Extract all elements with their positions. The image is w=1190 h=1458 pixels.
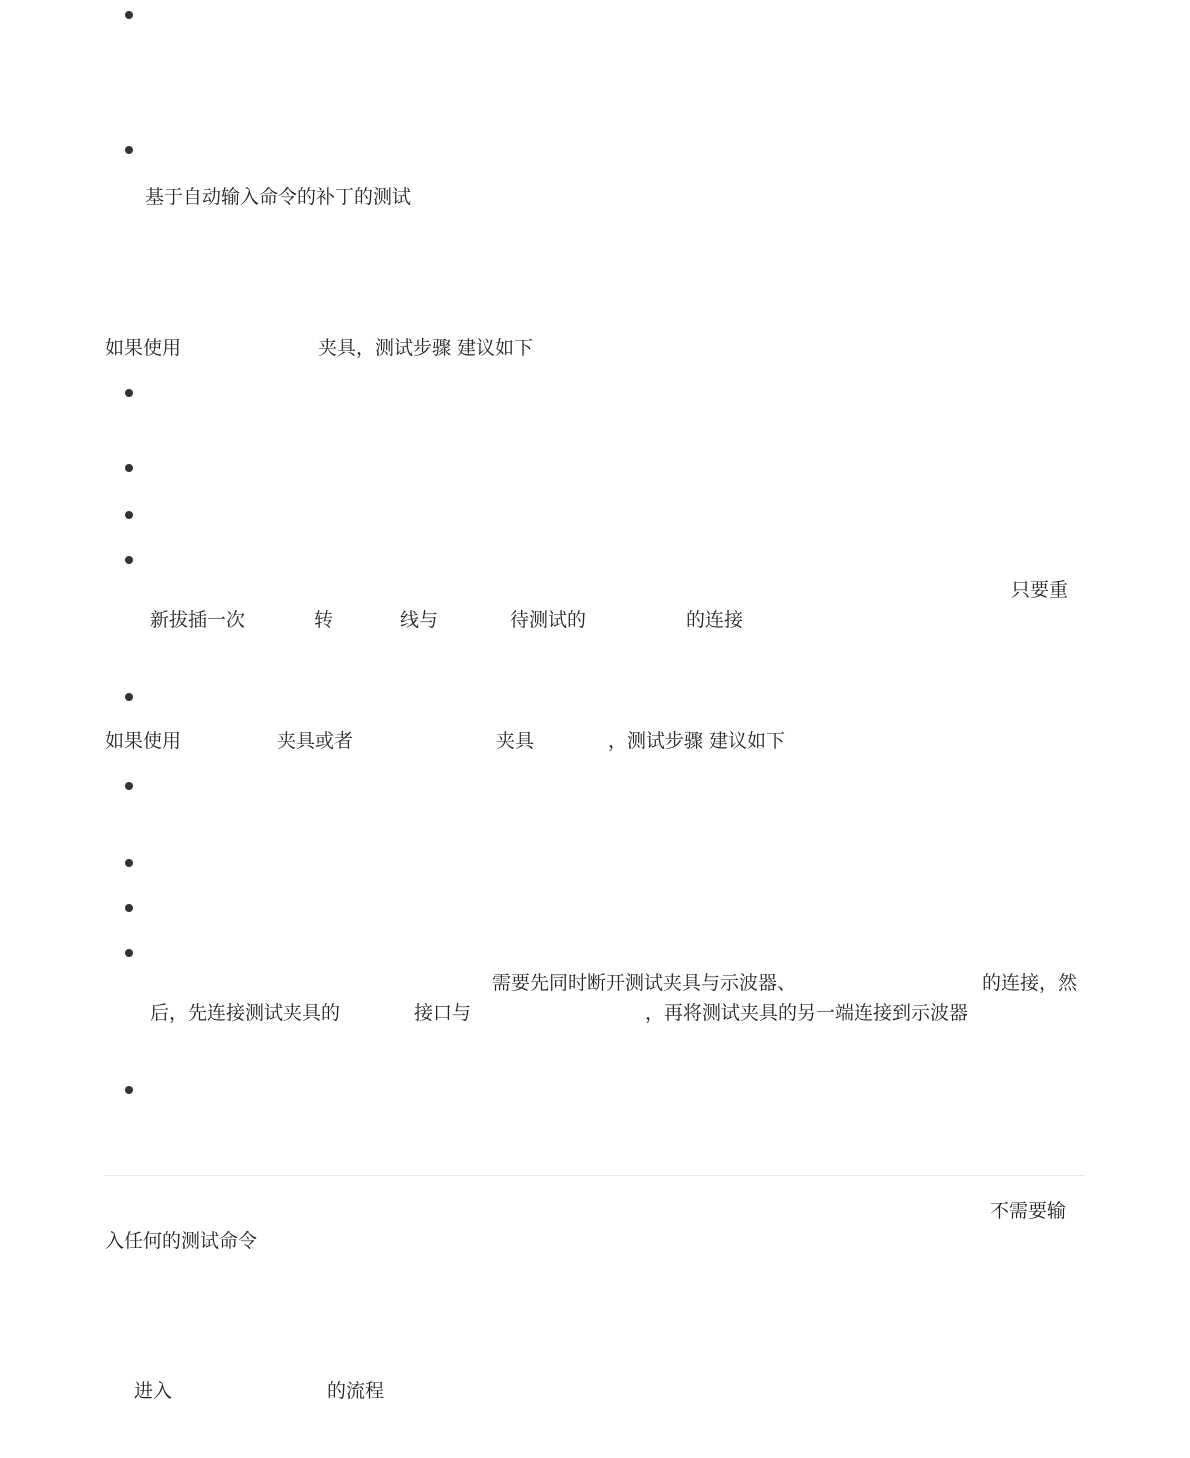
list-item-text: 的连接: [686, 609, 744, 631]
flow-text: 进入: [134, 1380, 173, 1402]
list-bullet: [125, 859, 133, 867]
list-item-text: 待测试的: [510, 609, 587, 631]
list-bullet: [125, 511, 133, 519]
list-bullet: [125, 464, 133, 472]
list-item-text: 线与: [400, 609, 439, 631]
list-bullet: [125, 389, 133, 397]
list-item-text: ，再将测试夹具的另一端连接到示波器: [645, 1002, 969, 1024]
list-bullet: [125, 556, 133, 564]
list-bullet: [125, 11, 133, 19]
section-intro-part: 夹具或者: [277, 730, 354, 752]
list-bullet: [125, 146, 133, 154]
list-bullet: [125, 904, 133, 912]
list-bullet: [125, 949, 133, 957]
section-intro-part: 如果使用: [105, 730, 182, 752]
list-item-text: 的连接，然: [982, 972, 1078, 994]
list-item-text: 只要重: [1011, 579, 1069, 601]
list-item-text: 接口与: [414, 1002, 472, 1024]
list-bullet: [125, 782, 133, 790]
list-item-text: 需要先同时断开测试夹具与示波器、: [492, 972, 797, 994]
section-intro-part: 夹具，测试步骤 建议如下: [318, 337, 534, 359]
list-item-text: 转: [314, 609, 334, 631]
list-item-text: 后，先连接测试夹具的: [150, 1002, 341, 1024]
list-item-text: 新拔插一次: [150, 609, 246, 631]
section-divider: [105, 1175, 1085, 1176]
sub-item-text: 基于自动输入命令的补丁的测试: [145, 186, 412, 208]
section-intro-part: 夹具: [496, 730, 535, 752]
section-intro-part: 如果使用: [105, 337, 182, 359]
list-bullet: [125, 693, 133, 701]
paragraph-text: 不需要输: [990, 1200, 1067, 1222]
list-bullet: [125, 1086, 133, 1094]
paragraph-text: 入任何的测试命令: [105, 1230, 258, 1252]
section-intro-part: ，测试步骤 建议如下: [608, 730, 786, 752]
flow-text: 的流程: [327, 1380, 385, 1402]
